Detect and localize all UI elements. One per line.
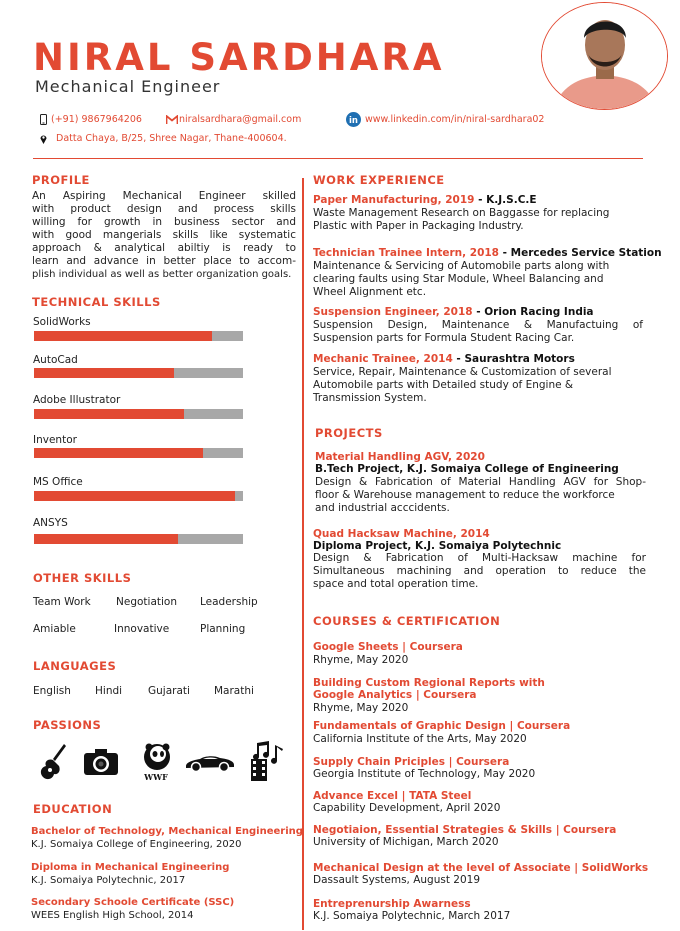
education-title: Bachelor of Technology, Mechanical Engineering	[31, 826, 303, 837]
candidate-role: Mechanical Engineer	[35, 77, 221, 96]
phone-contact	[40, 114, 142, 125]
course-title: Building Custom Regional Reports with	[313, 677, 545, 689]
phone-icon	[40, 114, 47, 125]
course-sub: Capability Development, April 2020	[313, 802, 501, 814]
job-title: Technician Trainee Intern, 2018 - Mercedes Service Station	[313, 247, 662, 259]
gmail-icon	[166, 115, 178, 125]
skill-label: Adobe Illustrator	[33, 394, 121, 406]
course-title: Google Sheets | Coursera	[313, 641, 463, 653]
projects-heading: PROJECTS	[315, 426, 383, 440]
course-title: Fundamentals of Graphic Design | Coursera	[313, 720, 571, 732]
other-skill: Innovative	[114, 623, 170, 635]
skill-bar-fill	[34, 491, 235, 501]
other-skill: Team Work	[33, 596, 91, 608]
language: Marathi	[214, 685, 254, 697]
other-skill: Amiable	[33, 623, 76, 635]
project-description: Design & Fabrication of Material Handling AGV for Shop- floor & Warehouse management to reduce the workforce and industrial acccidents.	[315, 476, 646, 514]
project-description: Design & Fabrication of Multi-Hacksaw machine for Simultaneous machining and operation to reduce the space and total operation time.	[313, 552, 646, 590]
linkedin-icon	[346, 112, 361, 127]
education-sub: WEES English High School, 2014	[31, 910, 194, 921]
linkedin-text[interactable]: www.linkedin.com/in/niral-sardhara02	[365, 114, 545, 125]
svg-text:in: in	[349, 116, 358, 126]
education-title: Secondary Schoole Certificate (SSC)	[31, 897, 235, 908]
technical-skills-heading: TECHNICAL SKILLS	[32, 295, 161, 309]
passions-heading: PASSIONS	[33, 718, 102, 732]
course-title: Mechanical Design at the level of Associate | SolidWorks	[313, 862, 649, 874]
profile-photo	[541, 2, 668, 110]
project-sub: Diploma Project, K.J. Somaiya Polytechnic	[313, 540, 562, 552]
course-sub: University of Michigan, March 2020	[313, 836, 499, 848]
education-sub: K.J. Somaiya College of Engineering, 2020	[31, 839, 242, 850]
language: English	[33, 685, 71, 697]
project-sub: B.Tech Project, K.J. Somaiya College of Engineering	[315, 463, 619, 475]
svg-text:WWF: WWF	[144, 772, 168, 782]
skill-label: SolidWorks	[33, 316, 91, 328]
languages-heading: LANGUAGES	[33, 659, 117, 673]
skill-bar	[34, 534, 243, 544]
other-skill: Planning	[200, 623, 246, 635]
other-skills-heading: OTHER SKILLS	[33, 571, 132, 585]
skill-bar-fill	[34, 331, 212, 341]
job-title: Suspension Engineer, 2018 - Orion Racing India	[313, 306, 594, 318]
job-description: Service, Repair, Maintenance & Customization of several Automobile parts with Detailed study of Engine & Transmission System.	[313, 366, 612, 404]
course-title: Entreprenurship Awarness	[313, 898, 471, 910]
email-text[interactable]: niralsardhara@gmail.com	[179, 114, 302, 125]
courses-heading: COURSES & CERTIFICATION	[313, 614, 501, 628]
camera-icon	[80, 742, 122, 782]
project-title: Quad Hacksaw Machine, 2014	[313, 528, 490, 540]
skill-label: AutoCad	[33, 354, 78, 366]
skill-bar-fill	[34, 368, 174, 378]
course-title: Advance Excel | TATA Steel	[313, 790, 472, 802]
skill-bar-fill	[34, 448, 203, 458]
skill-bar	[34, 368, 243, 378]
course-title: Supply Chain Priciples | Coursera	[313, 756, 510, 768]
skill-bar-fill	[34, 534, 178, 544]
skill-bar-fill	[34, 409, 184, 419]
education-title: Diploma in Mechanical Engineering	[31, 862, 230, 873]
course-title: Google Analytics | Coursera	[313, 689, 477, 701]
job-description: Waste Management Research on Baggasse for replacing Plastic with Paper in Packaging Industry.	[313, 207, 610, 232]
course-sub: Rhyme, May 2020	[313, 654, 409, 666]
job-title: Paper Manufacturing, 2019 - K.J.S.C.E	[313, 194, 537, 206]
job-description: Suspension Design, Maintenance & Manufactuing of Suspension parts for Formula Student Racing Car.	[313, 319, 643, 344]
skill-bar	[34, 448, 243, 458]
skill-label: Inventor	[33, 434, 77, 446]
location-pin-icon	[40, 134, 47, 144]
wwf-panda-icon	[136, 742, 178, 782]
education-heading: EDUCATION	[33, 802, 113, 816]
skill-label: ANSYS	[33, 517, 68, 529]
language: Gujarati	[148, 685, 190, 697]
job-description: Maintenance & Servicing of Automobile parts along with clearing faults using Star Module, Wheel Balancing and Wheel Alignment etc.	[313, 260, 610, 298]
skill-label: MS Office	[33, 476, 83, 488]
course-sub: Dassault Systems, August 2019	[313, 874, 481, 886]
profile-text: An Aspiring Mechanical Engineer skilled with product design and process skills willing for growth in business sector and with good mangerials skills like systematic approach & analytical abiltiy is ready to learn and advance in better place to accom- plish individual as well as better organization goals.	[32, 190, 296, 280]
linkedin-contact[interactable]	[346, 112, 544, 127]
other-skill: Negotiation	[116, 596, 177, 608]
skill-bar	[34, 491, 243, 501]
course-sub: California Institute of the Arts, May 2020	[313, 733, 527, 745]
column-divider	[302, 178, 304, 930]
skill-bar	[34, 331, 243, 341]
header-divider	[33, 158, 643, 159]
address-text: Datta Chaya, B/25, Shree Nagar, Thane-400604.	[56, 133, 287, 144]
address-contact	[40, 133, 287, 144]
education-sub: K.J. Somaiya Polytechnic, 2017	[31, 875, 186, 886]
project-title: Material Handling AGV, 2020	[315, 451, 485, 463]
job-title: Mechanic Trainee, 2014 - Saurashtra Motors	[313, 353, 575, 365]
course-sub: Rhyme, May 2020	[313, 702, 409, 714]
skill-bar	[34, 409, 243, 419]
work-experience-heading: WORK EXPERIENCE	[313, 173, 445, 187]
candidate-name: NIRAL SARDHARA	[33, 36, 445, 79]
email-contact[interactable]	[166, 114, 301, 125]
guitar-icon	[32, 742, 74, 782]
course-title: Negotiaion, Essential Strategies & Skills | Coursera	[313, 824, 617, 836]
other-skill: Leadership	[200, 596, 258, 608]
course-sub: Georgia Institute of Technology, May 2020	[313, 768, 536, 780]
profile-heading: PROFILE	[32, 173, 90, 187]
car-icon	[183, 742, 237, 782]
music-film-icon	[246, 742, 288, 782]
course-sub: K.J. Somaiya Polytechnic, March 2017	[313, 910, 511, 922]
phone-text: (+91) 9867964206	[51, 114, 142, 125]
language: Hindi	[95, 685, 123, 697]
